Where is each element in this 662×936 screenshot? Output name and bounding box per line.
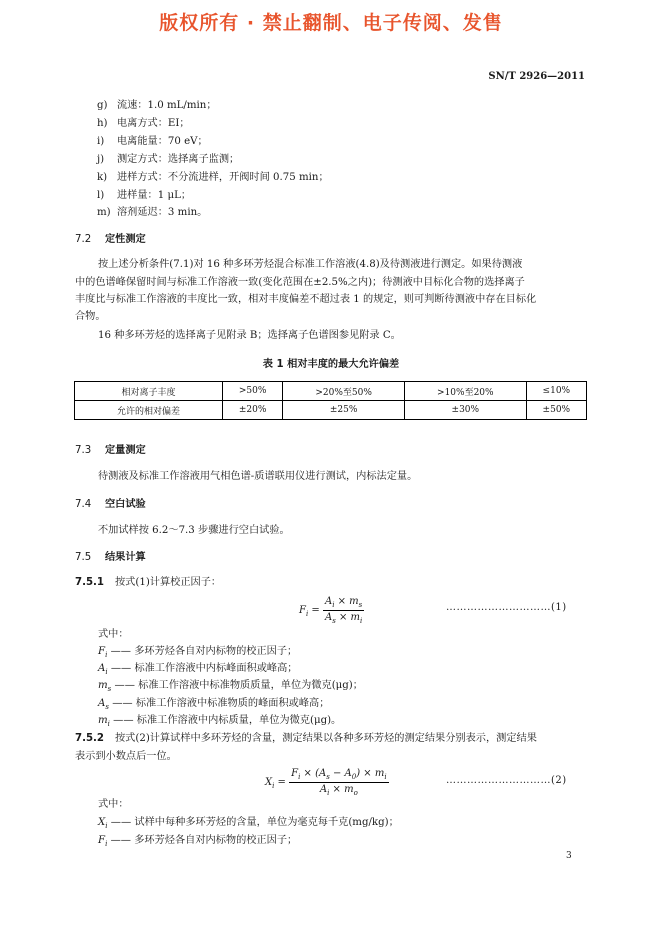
symbol-definition: $A_s$ —— 标准工作溶液中标准物质的峰面积或峰高； <box>98 698 330 712</box>
symbol-definition: $X_i$ —— 试样中每种多环芳烃的含量，单位为毫克每千克(mg/kg)； <box>98 817 399 831</box>
table-cell: 允许的相对偏差 <box>75 401 223 420</box>
table-cell: >50% <box>223 382 283 401</box>
condition-item: i) 电离能量：70 eV； <box>97 136 208 147</box>
paragraph-line: 按上述分析条件(7.1)对 16 种多环芳烃混合标准工作溶液(4.8)及待测液进行测定。如果待测液 <box>98 259 523 270</box>
table-cell: ±25% <box>283 401 405 420</box>
table-cell: 相对离子丰度 <box>75 382 223 401</box>
paragraph-line: 丰度比与标准工作溶液的丰度比一致，相对丰度偏差不超过表 1 的规定，则可判断待测液中存在目标化 <box>75 294 537 305</box>
table-title: 表 1 相对丰度的最大允许偏差 <box>262 359 400 370</box>
condition-item: g) 流速：1.0 mL/min； <box>97 100 217 111</box>
section-heading-7-4: 7.4 空白试验 <box>75 499 146 510</box>
table-cell: >20%至50% <box>283 382 405 401</box>
table-cell: ±20% <box>223 401 283 420</box>
paragraph-line: 表示到小数点后一位。 <box>75 751 177 762</box>
paragraph-line: 16 种多环芳烃的选择离子见附录 B；选择离子色谱图参见附录 C。 <box>98 330 401 341</box>
section-heading-7-3: 7.3 定量测定 <box>75 445 146 456</box>
page-number: 3 <box>566 851 572 861</box>
equation-number-1: …………………………(1) <box>446 602 567 613</box>
table-row <box>75 401 587 420</box>
where-label: 式中： <box>98 629 129 640</box>
condition-item: j) 测定方式：选择离子监测； <box>97 154 240 165</box>
standard-number: SN/T 2926—2011 <box>488 71 585 82</box>
condition-item: l) 进样量：1 μL； <box>97 190 192 201</box>
table-cell: ±30% <box>404 401 526 420</box>
symbol-definition: $m_i$ —— 标准工作溶液中内标质量，单位为微克(μg)。 <box>98 715 342 729</box>
table-cell: ≤10% <box>526 382 586 401</box>
formula-1: $F_i$ = $\frac{A_i \times m_s}{A_s \times m_i}$ <box>299 596 363 625</box>
condition-item: m) 溶剂延迟：3 min。 <box>97 207 208 218</box>
condition-item: k) 进样方式：不分流进样，开阀时间 0.75 min； <box>97 172 329 183</box>
symbol-definition: $F_i$ —— 多环芳烃各自对内标物的校正因子； <box>98 835 298 849</box>
formula-2: $X_i$ = $\frac{F_i \times (A_s - A_0) \times m_i}{A_i \times m_o}$ <box>265 768 387 797</box>
equation-number-2: …………………………(2) <box>446 775 567 786</box>
condition-item: h) 电离方式：EI； <box>97 118 190 129</box>
where-label: 式中： <box>98 799 129 810</box>
symbol-definition: $F_i$ —— 多环芳烃各自对内标物的校正因子； <box>98 646 298 660</box>
paragraph-line: 不加试样按 6.2～7.3 步骤进行空白试验。 <box>98 525 290 536</box>
symbol-definition: $A_i$ —— 标准工作溶液中内标峰面积或峰高； <box>98 663 298 677</box>
paragraph-line: 待测液及标准工作溶液用气相色谱-质谱联用仪进行测试，内标法定量。 <box>98 471 418 482</box>
clause-7-5-1: 7.5.1 按式(1)计算校正因子： <box>75 577 222 588</box>
section-heading-7-5: 7.5 结果计算 <box>75 552 146 563</box>
symbol-definition: $m_s$ —— 标准工作溶液中标准物质质量，单位为微克(μg)； <box>98 680 363 694</box>
table-cell: ±50% <box>526 401 586 420</box>
section-heading-7-2: 7.2 定性测定 <box>75 234 146 245</box>
paragraph-line: 合物。 <box>75 311 106 322</box>
table-cell: >10%至20% <box>404 382 526 401</box>
table-row <box>75 382 587 401</box>
relative-abundance-table <box>74 381 587 420</box>
clause-7-5-2: 7.5.2 按式(2)计算试样中多环芳烃的含量，测定结果以各种多环芳烃的测定结果分别表示，测定结果 <box>75 733 537 744</box>
watermark-banner: 版权所有 · 禁止翻制、电子传阅、发售 <box>159 12 503 34</box>
paragraph-line: 中的色谱峰保留时间与标准工作溶液一致(变化范围在±2.5%之内)；待测液中目标化合物的选择离子 <box>75 277 525 288</box>
